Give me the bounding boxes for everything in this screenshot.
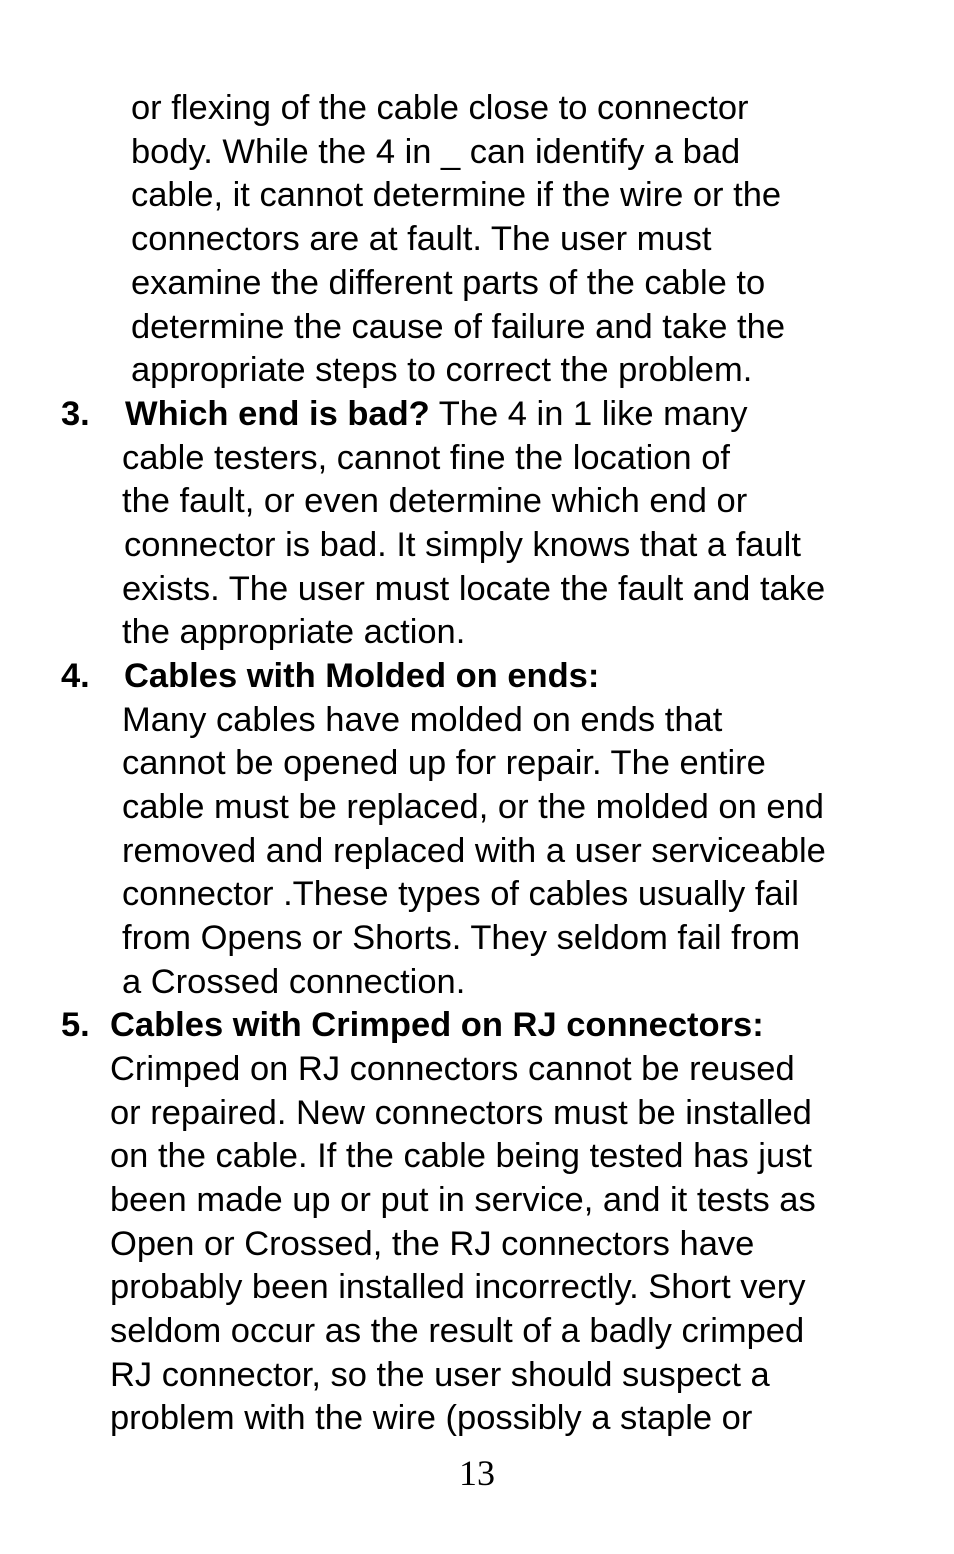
body-text-line: or repaired. New connectors must be installed <box>110 1094 812 1132</box>
body-text-line: exists. The user must locate the fault and take <box>122 570 826 608</box>
body-text-line: Many cables have molded on ends that <box>122 701 723 739</box>
page-number: 13 <box>459 1453 495 1493</box>
body-text-line: connector .These types of cables usually fail <box>122 875 799 913</box>
body-text-line: or flexing of the cable close to connector <box>131 89 749 127</box>
body-text-line: Open or Crossed, the RJ connectors have <box>110 1225 755 1263</box>
list-item-text: The 4 in 1 like many <box>429 395 748 433</box>
list-item-heading: Cables with Crimped on RJ connectors: <box>110 1006 764 1044</box>
list-item-first-line <box>125 392 747 436</box>
body-text-line: been made up or put in service, and it tests as <box>110 1181 816 1219</box>
body-text-line: determine the cause of failure and take the <box>131 308 786 346</box>
body-text-line: connector is bad. It simply knows that a fault <box>124 526 801 564</box>
body-text-line: RJ connector, so the user should suspect a <box>110 1356 770 1394</box>
body-text-line: body. While the 4 in _ can identify a bad <box>131 133 741 171</box>
body-text-line: appropriate steps to correct the problem. <box>131 351 753 389</box>
body-text-line: cable must be replaced, or the molded on end <box>122 788 824 826</box>
body-text-line: probably been installed incorrectly. Short very <box>110 1268 806 1306</box>
body-text-line: from Opens or Shorts. They seldom fail from <box>122 919 801 957</box>
list-item-number: 3. <box>61 395 90 433</box>
list-item-number: 4. <box>61 657 90 695</box>
body-text-line: on the cable. If the cable being tested has just <box>110 1137 812 1175</box>
list-item-heading: Which end is bad? <box>125 395 430 433</box>
body-text-line: cannot be opened up for repair. The entire <box>122 744 766 782</box>
list-item-number: 5. <box>61 1006 90 1044</box>
body-text-line: cable, it cannot determine if the wire or the <box>131 176 782 214</box>
body-text-line: removed and replaced with a user serviceable <box>122 832 826 870</box>
body-text-line: examine the different parts of the cable to <box>131 264 766 302</box>
body-text-line: a Crossed connection. <box>122 963 466 1001</box>
list-item-heading: Cables with Molded on ends: <box>124 657 600 695</box>
body-text-line: cable testers, cannot fine the location of <box>122 439 730 477</box>
body-text-line: problem with the wire (possibly a staple or <box>110 1399 753 1437</box>
body-text-line: seldom occur as the result of a badly crimped <box>110 1312 805 1350</box>
body-text-line: connectors are at fault. The user must <box>131 220 712 258</box>
body-text-line: Crimped on RJ connectors cannot be reused <box>110 1050 795 1088</box>
body-text-line: the fault, or even determine which end or <box>122 482 748 520</box>
body-text-line: the appropriate action. <box>122 613 466 651</box>
